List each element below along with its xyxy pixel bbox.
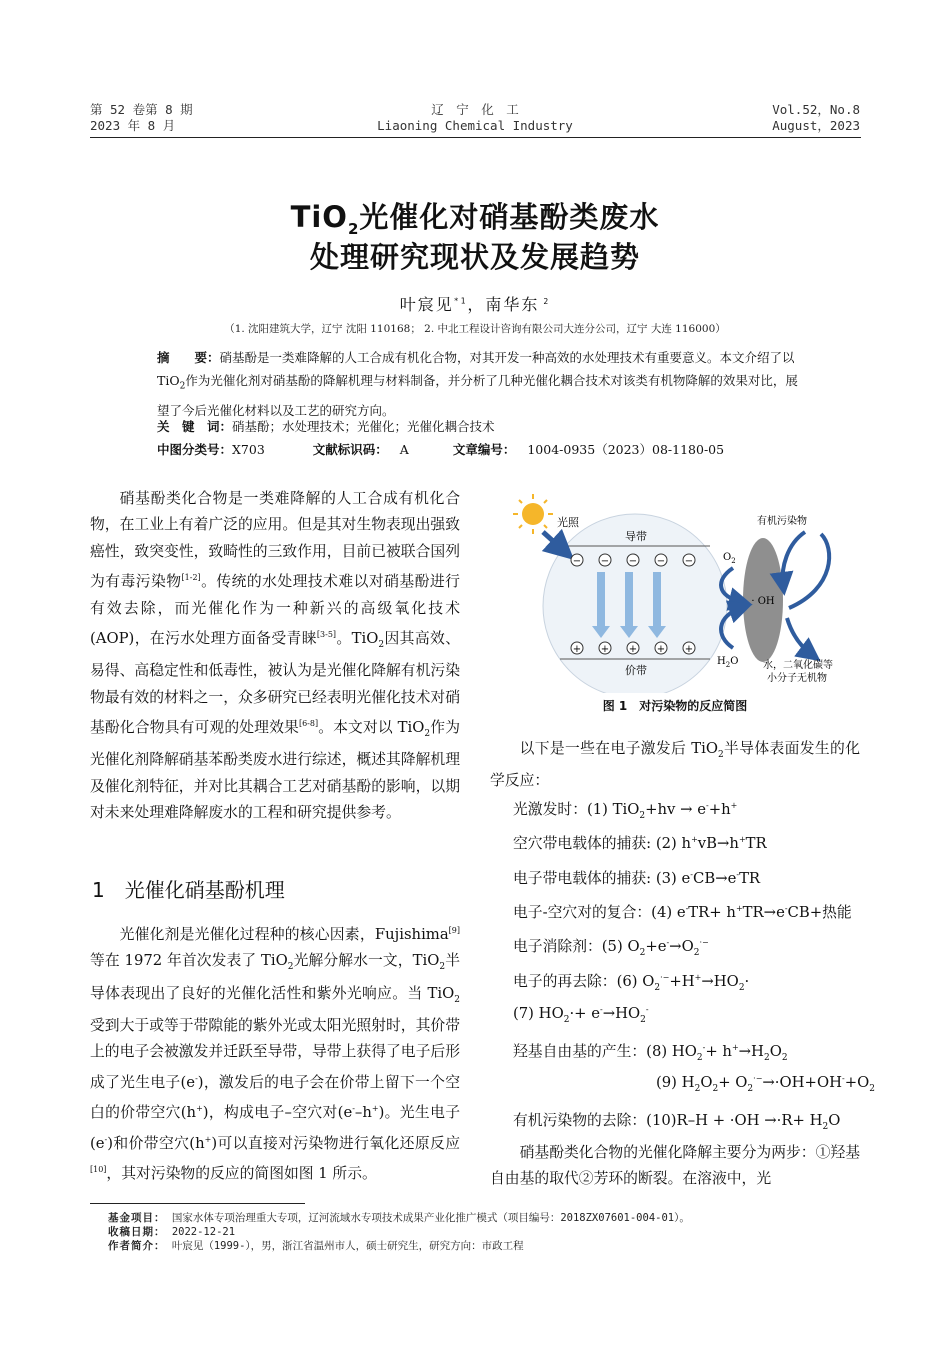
- products-label-2: 小分子无机物: [767, 673, 827, 684]
- electron-4: −: [656, 556, 666, 567]
- journal-name-en: Liaoning Chemical Industry: [377, 118, 573, 133]
- abstract-sub: 2: [179, 381, 186, 392]
- eq5-d: -: [666, 938, 670, 948]
- p2-s8: 受到大于或等于带隙能的紫外光或太阳光照射时，其价带上的电子会被激发并迁跃至导带，导带上获得了电子后形成了光生电子(e: [90, 1017, 460, 1091]
- journal-name-cn: 辽 宁 化 工: [431, 102, 519, 117]
- p2-sup17: -: [104, 1134, 108, 1144]
- keywords-label: 关 键 词：: [157, 419, 233, 434]
- eq5-b: 2: [639, 947, 646, 958]
- p1-s10: 作为光催化剂降解硝基苯酚类废水进行综述，概述其降解机理及催化剂特征，并对比其耦合工艺对硝基酚的影响，以期对未来处理难降解废水的工程和研究提供参考。: [90, 718, 460, 822]
- abstract: [157, 346, 799, 422]
- degradation-text: 硝基酚类化合物的光催化降解主要分为两步：①羟基自由基的取代②芳环的断裂。在溶液中，光: [490, 1144, 860, 1188]
- volume-cn: 第 52 卷第 8 期: [90, 102, 193, 117]
- eq5-e: →O: [669, 938, 694, 955]
- h2o-h: H: [717, 656, 726, 667]
- eq6-f: +: [694, 973, 702, 983]
- eq7-h: -: [645, 1005, 649, 1015]
- eq9-d: 2: [712, 1083, 719, 1094]
- light-arrow: [543, 532, 563, 550]
- author-1-mark: *1: [453, 296, 468, 306]
- eq6-d: ·−: [660, 973, 670, 983]
- equation-5: [513, 935, 709, 958]
- eq9-b: 2: [694, 1083, 701, 1094]
- author-bio-label: 作者简介：: [108, 1240, 166, 1252]
- date-cn: 2023 年 8 月: [90, 118, 176, 133]
- eq4-f: -: [784, 904, 788, 914]
- eq8-g: →H: [738, 1043, 764, 1060]
- p1-sub9: 2: [424, 728, 431, 739]
- eq3-e: TR: [739, 870, 761, 887]
- eq6-i: ·: [744, 973, 750, 990]
- conduction-band-label: 导带: [625, 530, 647, 543]
- footnote-rule: [90, 1203, 305, 1204]
- author-sep: ，: [467, 295, 486, 314]
- eq7-f: 2: [640, 1014, 646, 1025]
- hole-3: +: [628, 644, 638, 655]
- pollutant-loop-arrow: [789, 534, 829, 608]
- p2-s6: 半导体表现出了良好的光催化活性和紫外光响应。当 TiO: [90, 952, 460, 1002]
- eq3-d: -: [736, 870, 740, 880]
- oh-label: · OH: [751, 596, 775, 607]
- eq10-b: 2: [822, 1121, 829, 1132]
- authors: [0, 292, 950, 315]
- eq9-j: -: [841, 1074, 845, 1084]
- valence-band-label: 价带: [625, 664, 647, 677]
- p2-sub5: 2: [439, 962, 446, 973]
- eq5-a: 电子消除剂：(5) O: [513, 938, 640, 955]
- equation-10: [513, 1109, 840, 1132]
- received-label: 收稿日期：: [108, 1226, 166, 1238]
- eq9-k: +O: [844, 1074, 870, 1091]
- eq9-h: ·−: [753, 1074, 763, 1084]
- products-label-1: 水，二氧化碳等: [763, 660, 833, 671]
- footnote-received: [108, 1225, 235, 1240]
- eq6-a: 电子的再去除：(6) O: [513, 973, 655, 990]
- p1-s6: 因其高效、易得、高稳定性和低毒性，被认为是光催化降解有机污染物最有效的材料之一，众多研究已经表明光催化技术对硝基酚化合物具有可观的处理效果: [90, 629, 460, 736]
- footnote-fund: [108, 1211, 690, 1226]
- author-2-mark: 2: [543, 296, 551, 306]
- equation-9: [656, 1074, 875, 1094]
- ref-9: [9]: [448, 926, 460, 935]
- equation-4: [513, 901, 852, 922]
- h2o-o: O: [730, 656, 739, 667]
- eq9-e: + O: [718, 1074, 748, 1091]
- hole-2: +: [600, 644, 610, 655]
- equation-2: [513, 832, 767, 853]
- p2-s4: 光解分解水一文，TiO: [293, 952, 440, 970]
- article-no-value: 1004-0935（2023）08-1180-05: [527, 442, 725, 457]
- p2-s0: 光催化剂是光催化过程种的核心因素，Fujishima: [119, 925, 449, 943]
- degradation-paragraph: [490, 1140, 860, 1193]
- eq8-a: 羟基自由基的产生：(8) HO: [513, 1043, 697, 1060]
- clc-label: 中图分类号：: [157, 442, 233, 457]
- intro-paragraph: [90, 486, 460, 827]
- classification-line: [157, 438, 799, 461]
- hole-4: +: [656, 644, 666, 655]
- eq1-e: +h: [708, 801, 731, 818]
- p2-sup19: +: [204, 1134, 212, 1144]
- figure-1-caption: 图 1 对污染物的反应简图: [602, 699, 748, 713]
- mechanism-paragraph: [90, 918, 460, 1187]
- o2-sub: 2: [731, 557, 736, 565]
- o2-label: [723, 552, 736, 565]
- affiliation: （1. 沈阳建筑大学，辽宁 沈阳 110168； 2. 中北工程设计咨询有限公司大连分公司，辽宁 大连 116000）: [224, 323, 726, 335]
- keywords-text: 硝基酚；水处理技术；光催化；光催化耦合技术: [232, 419, 495, 434]
- eq6-e: +H: [669, 973, 695, 990]
- eq9-c: O: [700, 1074, 713, 1091]
- p2-sub3: 2: [287, 962, 294, 973]
- header-rule: [90, 137, 861, 138]
- abstract-text-2: 作为光催化剂对硝基酚的降解机理与材料制备，并分析了几种光催化耦合技术对该类有机物降解的效果对比，展望了今后光催化材料以及工艺的研究方向。: [157, 373, 798, 418]
- doc-code-label: 文献标识码：: [312, 442, 388, 457]
- p1-s2: 。传统的水处理技术难以对硝基酚进行有效去除，而光催化作为一种新兴的高级氧化技术(AOP)，在污水处理方面备受青睐: [90, 573, 460, 647]
- footnote-author: [108, 1239, 524, 1254]
- eq1-c: +hv → e: [645, 801, 706, 818]
- fund-text: 国家水体专项治理重大专项，辽河流域水专项技术成果产业化推广模式（项目编号：2018ZX07601-004-01）。: [171, 1212, 690, 1224]
- hole-5: +: [684, 644, 694, 655]
- eq8-j: 2: [781, 1052, 788, 1063]
- eq8-e: + h: [705, 1043, 732, 1060]
- h2o-label: [717, 656, 738, 669]
- eq7-a: (7) HO: [513, 1005, 564, 1022]
- electron-5: −: [684, 556, 694, 567]
- eq1-a: 光激发时：(1) TiO: [513, 801, 640, 818]
- eq2-d: +: [738, 835, 746, 845]
- intro-s2: 半导体表面发生的化学反应：: [490, 740, 860, 790]
- author-bio-text: 叶宸见（1999-），男，浙江省温州市人，硕士研究生，研究方向：市政工程: [171, 1240, 524, 1252]
- volume-en: Vol.52，No.8: [772, 102, 860, 117]
- clc-value: X703: [232, 442, 265, 457]
- p2-s2: 等在 1972 年首次发表了 TiO: [90, 952, 288, 970]
- electron-3: −: [628, 556, 638, 567]
- p1-s8: 。本文对以 TiO: [318, 718, 425, 736]
- eq4-b: -: [685, 904, 689, 914]
- fund-label: 基金项目：: [108, 1212, 166, 1224]
- eq9-f: 2: [747, 1083, 754, 1094]
- eq6-g: →HO: [701, 973, 739, 990]
- eq6-b: 2: [654, 982, 661, 993]
- eq4-d: +: [735, 904, 743, 914]
- abstract-label: 摘 要：: [157, 350, 220, 365]
- p2-sup9: -: [195, 1073, 198, 1083]
- eq4-c: TR+ h: [688, 904, 736, 921]
- p2-s10: )，激发后的电子会在价带上留下一个空白的价带空穴(h: [90, 1073, 461, 1122]
- p2-sup15: +: [371, 1104, 379, 1114]
- p2-s14: –h: [354, 1104, 372, 1122]
- intro-sub: 2: [717, 749, 724, 760]
- eq4-g: CB+热能: [787, 904, 852, 921]
- figure-1-diagram: [505, 488, 865, 693]
- p2-s12: )，构成电子–空穴对(e: [202, 1104, 353, 1122]
- eq7-b: 2: [563, 1014, 570, 1025]
- equation-3: [513, 867, 760, 888]
- p2-sup11: +: [196, 1104, 203, 1114]
- ref-3-5: [3-5]: [316, 629, 337, 639]
- date-en: August，2023: [772, 118, 860, 133]
- ref-1-2: [1-2]: [181, 573, 201, 583]
- p1-s0: 硝基酚类化合物是一类难降解的人工合成有机化合物，在工业上有着广泛的应用。但是其对生物表现出强致癌性，致突变性，致畸性的三致作用，目前已被联合国列为有毒污染物: [90, 490, 460, 591]
- electron-2: −: [600, 556, 610, 567]
- keywords: [157, 415, 799, 438]
- eq5-c: +e: [645, 938, 667, 955]
- received-date: 2022-12-21: [171, 1226, 236, 1238]
- paper-title-line2: 处理研究现状及发展趋势: [309, 240, 640, 274]
- eq1-f: +: [730, 801, 738, 811]
- p2-s22: ，其对污染物的反应的简图如图 1 所示。: [106, 1164, 377, 1182]
- eq5-h: ·−: [699, 938, 709, 948]
- eq9-i: →·OH+OH: [762, 1074, 842, 1091]
- ref-10: [10]: [90, 1164, 107, 1174]
- p2-s16: )。光生电子(e: [90, 1104, 460, 1152]
- eq9-l: 2: [869, 1083, 875, 1094]
- eq2-c: vB→h: [697, 835, 739, 852]
- p1-s4: 。TiO: [336, 629, 379, 647]
- eq8-f: +: [731, 1043, 739, 1053]
- p1-sub5: 2: [378, 639, 385, 650]
- abstract-text-1: 硝基酚是一类难降解的人工合成有机化合物，对其开发一种高效的水处理技术有重要意义。本文介绍了以 TiO: [157, 350, 795, 388]
- reactions-intro: [490, 736, 860, 795]
- eq3-b: -: [690, 870, 693, 880]
- equation-7: [513, 1005, 649, 1025]
- h2o-sub: 2: [725, 661, 731, 669]
- eq8-h: 2: [763, 1052, 770, 1063]
- eq8-i: O: [769, 1043, 782, 1060]
- sun-icon: [513, 494, 553, 534]
- eq3-a: 电子带电载体的捕获: (3) e: [513, 870, 691, 887]
- equation-6: [513, 970, 749, 993]
- equation-1: [513, 798, 737, 821]
- eq8-d: -: [702, 1043, 706, 1053]
- equation-8: [513, 1040, 788, 1063]
- title-sub: 2: [347, 219, 360, 238]
- eq7-d: -: [600, 1005, 603, 1015]
- article-no-label: 文章编号：: [452, 442, 516, 457]
- p2-sub7: 2: [454, 994, 460, 1005]
- eq1-d: -: [705, 801, 709, 811]
- section-1-heading: 1 光催化硝基酚机理: [92, 878, 285, 902]
- pollutant-label: 有机污染物: [757, 516, 807, 527]
- p2-s18: )和价带空穴(h: [107, 1134, 205, 1152]
- title-tio: TiO: [290, 200, 348, 234]
- doc-code-value: A: [399, 442, 409, 457]
- electron-1: −: [572, 556, 582, 567]
- excitation-arrows: [592, 572, 666, 638]
- eq5-f: 2: [693, 947, 700, 958]
- p2-s20: )可以直接对污染物进行氧化还原反应: [211, 1134, 460, 1152]
- eq10-c: O: [828, 1112, 841, 1129]
- light-label: 光照: [557, 516, 579, 529]
- eq10-a: 有机污染物的去除：(10)R–H + ·OH →·R+ H: [513, 1112, 823, 1129]
- eq2-e: TR: [745, 835, 767, 852]
- intro-s0: 以下是一些在电子激发后 TiO: [519, 740, 718, 757]
- eq3-c: CB→e: [693, 870, 737, 887]
- eq1-b: 2: [639, 810, 646, 821]
- title-rest: 光催化对硝基酚类废水: [359, 200, 660, 234]
- pollutant-in-arrow: [783, 532, 805, 584]
- author-1: 叶宸见: [399, 295, 454, 314]
- eq4-e: TR→e: [742, 904, 785, 921]
- hole-1: +: [572, 644, 582, 655]
- eq2-b: +: [691, 835, 698, 845]
- eq7-e: →HO: [602, 1005, 641, 1022]
- ref-6-8: [6-8]: [298, 719, 319, 729]
- eq8-b: 2: [696, 1052, 703, 1063]
- eq4-a: 电子-空穴对的复合：(4) e: [513, 904, 686, 921]
- p2-sup13: -: [352, 1104, 355, 1114]
- eq2-a: 空穴带电载体的捕获: (2) h: [513, 835, 692, 852]
- eq6-h: 2: [738, 982, 745, 993]
- eq9-a: (9) H: [656, 1074, 695, 1091]
- eq7-c: ·+ e: [569, 1005, 600, 1022]
- products-out-arrow: [787, 618, 811, 654]
- o2-o: O: [723, 552, 732, 563]
- author-2: 南华东: [485, 295, 540, 314]
